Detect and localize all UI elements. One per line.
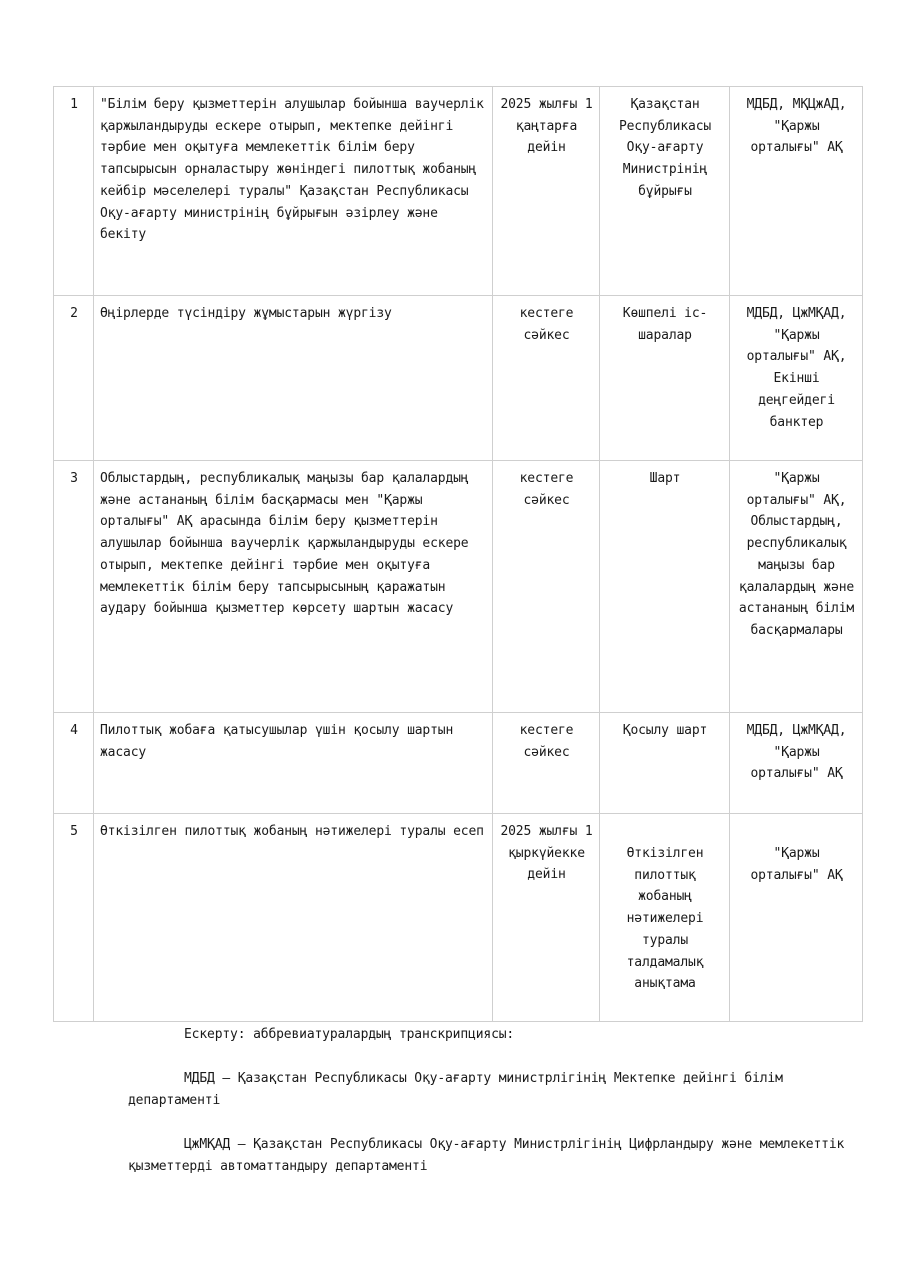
task-cell: Өңірлерде түсіндіру жұмыстарын жүргізу <box>94 296 493 461</box>
responsible-cell: МДБД, ЦжМҚАД, "Қаржы орталығы" АҚ, Екінші деңгейдегі банктер <box>730 296 863 461</box>
abbreviation-note: ЦжМҚАД – Қазақстан Республикасы Оқу-ағарту Министрлігінің Цифрландыру және мемлекеттік қызметтерді автоматтандыру департаменті <box>128 1137 845 1174</box>
completion-form-cell: Өткізілген пилоттық жобаның нәтижелері туралы талдамалық анықтама <box>600 814 730 1022</box>
task-cell: Пилоттық жобаға қатысушылар үшін қосылу шартын жасасу <box>94 713 493 814</box>
abbreviation-notes <box>128 1022 848 1200</box>
row-number: 2 <box>54 296 94 461</box>
responsible-cell: "Қаржы орталығы" АҚ <box>730 814 863 1022</box>
task-cell: Облыстардың, республикалық маңызы бар қалалардың және астананың білім басқармасы мен "Қаржы орталығы" АҚ арасында білім беру қызметтерін алушылар бойынша ваучерлік қаржыландыруды ескере отырып, мектепке дейінгі тәрбие мен оқытуға мемлекеттік білім беру тапсырысының қаражатын аудару бойынша қызметтер көрсету шартын жасасу <box>94 461 493 713</box>
deadline-cell: кестеге сәйкес <box>493 713 600 814</box>
table-row <box>54 814 863 1022</box>
deadline-cell: 2025 жылғы 1 қаңтарға дейін <box>493 87 600 296</box>
completion-form-cell: Қазақстан Республикасы Оқу-ағарту Министрінің бұйрығы <box>600 87 730 296</box>
table-row <box>54 713 863 814</box>
notes-intro: Ескерту: аббревиатуралардың транскрипциясы: <box>184 1027 515 1042</box>
task-cell: Өткізілген пилоттық жобаның нәтижелері туралы есеп <box>94 814 493 1022</box>
deadline-cell: кестеге сәйкес <box>493 461 600 713</box>
completion-form-cell: Шарт <box>600 461 730 713</box>
completion-form-cell: Қосылу шарт <box>600 713 730 814</box>
table-row <box>54 296 863 461</box>
row-number: 4 <box>54 713 94 814</box>
deadline-cell: кестеге сәйкес <box>493 296 600 461</box>
row-number: 5 <box>54 814 94 1022</box>
action-plan-table <box>53 86 863 1022</box>
responsible-cell: МДБД, ЦжМҚАД, "Қаржы орталығы" АҚ <box>730 713 863 814</box>
row-number: 3 <box>54 461 94 713</box>
table-row <box>54 461 863 713</box>
task-cell: "Білім беру қызметтерін алушылар бойынша ваучерлік қаржыландыруды ескере отырып, мектепке дейінгі тәрбие мен оқытуға мемлекеттік білім беру тапсырысын орналастыру жөніндегі пилоттық жобаның кейбір мәселелері туралы" Қазақстан Республикасы Оқу-ағарту министрінің бұйрығын әзірлеу және бекіту <box>94 87 493 296</box>
deadline-cell: 2025 жылғы 1 қыркүйекке дейін <box>493 814 600 1022</box>
row-number: 1 <box>54 87 94 296</box>
responsible-cell: "Қаржы орталығы" АҚ, Облыстардың, республикалық маңызы бар қалалардың және астананың білім басқармалары <box>730 461 863 713</box>
abbreviation-note: МДБД – Қазақстан Республикасы Оқу-ағарту министрлігінің Мектепке дейінгі білім департаменті <box>128 1071 783 1108</box>
responsible-cell: МДБД, МҚЦжАД, "Қаржы орталығы" АҚ <box>730 87 863 296</box>
table-row <box>54 87 863 296</box>
completion-form-cell: Көшпелі іс-шаралар <box>600 296 730 461</box>
